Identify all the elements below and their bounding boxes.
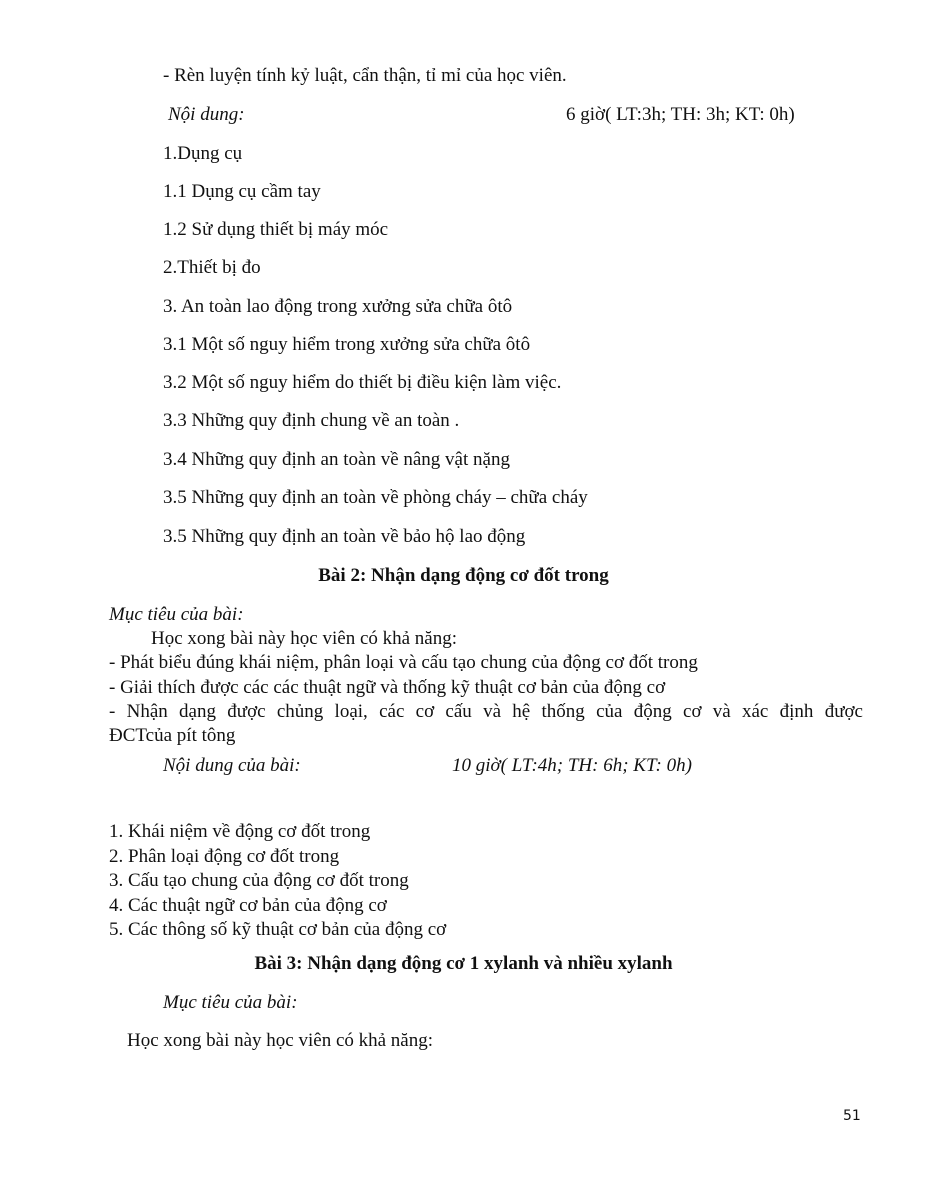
list-item: 3. Cấu tạo chung của động cơ đốt trong	[109, 870, 409, 891]
objective-item-long-cont: ĐCTcủa pít tông	[109, 725, 236, 746]
list-item: 3.2 Một số nguy hiểm do thiết bị điều kiện làm việc.	[163, 372, 562, 393]
objective-label: Mục tiêu của bài:	[163, 992, 298, 1013]
list-item: 3.3 Những quy định chung về an toàn .	[163, 410, 460, 431]
list-item: 2.Thiết bị đo	[163, 257, 261, 278]
objective-intro: Học xong bài này học viên có khả năng:	[127, 1030, 434, 1051]
list-item: 3.5 Những quy định an toàn về phòng cháy – chữa cháy	[163, 487, 588, 508]
lesson-heading: Bài 2: Nhận dạng động cơ đốt trong	[318, 565, 609, 586]
list-item: 1.1 Dụng cụ cầm tay	[163, 181, 321, 202]
page-number: 51	[843, 1108, 861, 1124]
list-item: 3.5 Những quy định an toàn về bảo hộ lao động	[163, 526, 526, 547]
list-item: 3.1 Một số nguy hiểm trong xưởng sửa chữa ôtô	[163, 334, 531, 355]
list-item: 5. Các thông số kỹ thuật cơ bản của động cơ	[109, 919, 447, 940]
content-hours: 10 giờ( LT:4h; TH: 6h; KT: 0h)	[452, 755, 692, 776]
content-label: Nội dung của bài:	[163, 755, 301, 776]
content-hours: 6 giờ( LT:3h; TH: 3h; KT: 0h)	[566, 104, 795, 125]
lesson-heading: Bài 3: Nhận dạng động cơ 1 xylanh và nhiều xylanh	[254, 953, 673, 974]
list-item: 1. Khái niệm về động cơ đốt trong	[109, 821, 371, 842]
objective-item-long: - Nhận dạng được chủng loại, các cơ cấu và hệ thống của động cơ và xác định được	[109, 701, 863, 722]
objective-intro: Học xong bài này học viên có khả năng:	[151, 628, 458, 649]
objective-item: - Giải thích được các các thuật ngữ và thống kỹ thuật cơ bản của động cơ	[109, 677, 666, 698]
objective-label: Mục tiêu của bài:	[109, 604, 244, 625]
list-item: 1.Dụng cụ	[163, 143, 243, 164]
objective-line: - Rèn luyện tính kỷ luật, cẩn thận, tỉ mỉ của học viên.	[163, 65, 567, 86]
list-item: 4. Các thuật ngữ cơ bản của động cơ	[109, 895, 387, 916]
list-item: 2. Phân loại động cơ đốt trong	[109, 846, 340, 867]
list-item: 3.4 Những quy định an toàn về nâng vật nặng	[163, 449, 510, 470]
list-item: 1.2 Sử dụng thiết bị máy móc	[163, 219, 389, 240]
content-label: Nội dung:	[168, 104, 245, 125]
objective-item: - Phát biểu đúng khái niệm, phân loại và cấu tạo chung của động cơ đốt trong	[109, 652, 698, 673]
list-item: 3. An toàn lao động trong xưởng sửa chữa ôtô	[163, 296, 513, 317]
